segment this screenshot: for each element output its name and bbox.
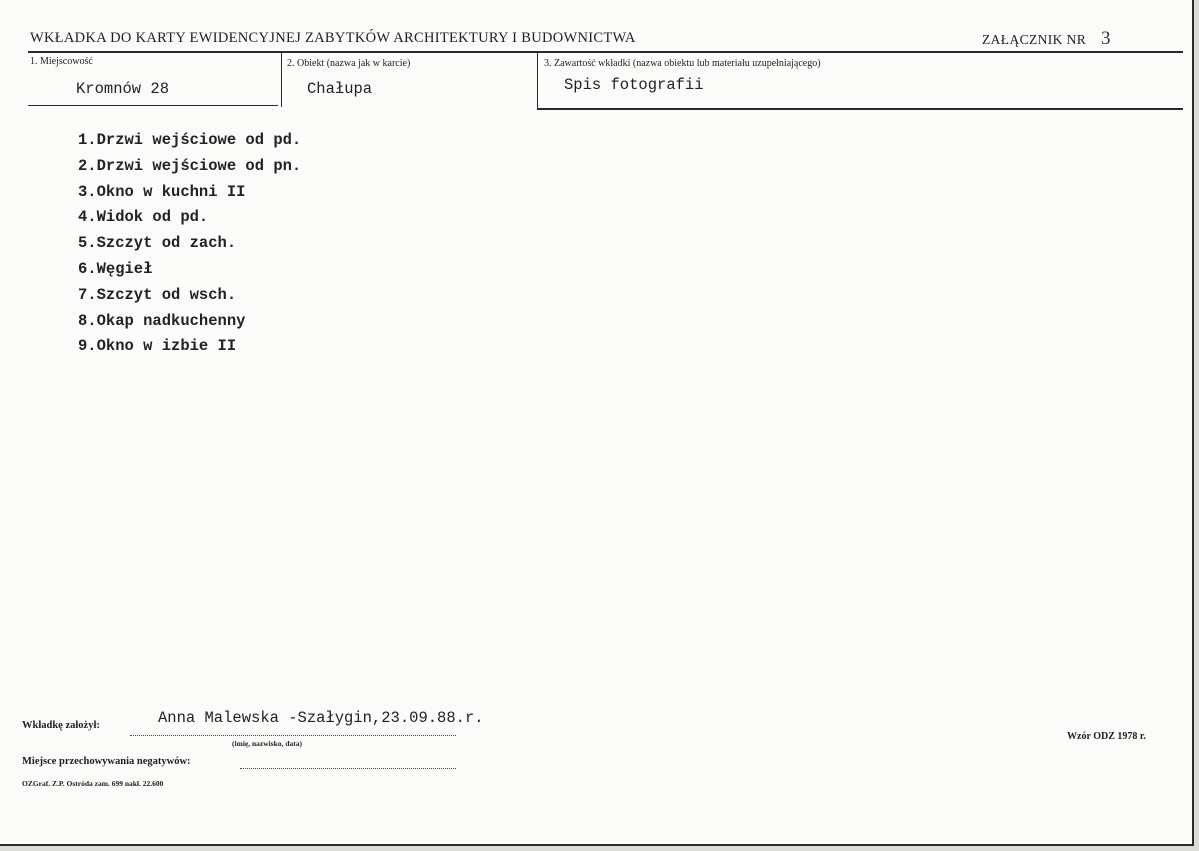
list-item: 9.Okno w izbie II (78, 337, 237, 356)
field-divider-2 (537, 52, 538, 109)
field-divider-1 (281, 52, 282, 107)
list-item: 4.Widok od pd. (78, 208, 209, 227)
list-item: 7.Szczyt od wsch. (78, 285, 237, 304)
negatives-storage-line (240, 768, 456, 769)
compiled-by-value: Anna Malewska -Szałygin,23.09.88.r. (158, 709, 484, 727)
locality-label: 1. Miejscowość (30, 56, 93, 67)
template-note: Wzór ODZ 1978 r. (1067, 731, 1146, 742)
header-top-rule (28, 51, 1183, 53)
locality-value: Kromnów 28 (76, 80, 170, 98)
compiled-by-label: Wkładkę założył: (22, 720, 100, 731)
form-title: WKŁADKA DO KARTY EWIDENCYJNEJ ZABYTKÓW ARCHITEKTURY I BUDOWNICTWA (30, 30, 636, 46)
list-item: 3.Okno w kuchni II (78, 182, 246, 201)
content-value: Spis fotografii (564, 76, 704, 94)
content-label: 3. Zawartość wkładki (nazwa obiektu lub materiału uzupełniającego) (544, 58, 821, 69)
list-item: 2.Drzwi wejściowe od pn. (78, 156, 302, 175)
photo-list (78, 128, 301, 360)
header-bottom-rule-left (28, 105, 278, 106)
list-item: 5.Szczyt od zach. (78, 234, 237, 253)
compiled-by-line (130, 735, 456, 736)
list-item: 6.Węgieł (78, 259, 153, 278)
object-value: Chałupa (307, 80, 373, 98)
compiled-by-hint: (imię, nazwisko, data) (232, 739, 302, 748)
attachment-label: ZAŁĄCZNIK NR (982, 32, 1087, 47)
negatives-storage-label: Miejsce przechowywania negatywów: (22, 756, 191, 767)
list-item: 8.Okap nadkuchenny (78, 311, 246, 330)
object-label: 2. Obiekt (nazwa jak w karcie) (287, 58, 411, 69)
header-bottom-rule-right (537, 108, 1183, 110)
printer-note: OZGraf. Z.P. Ostróda zam. 699 nakł. 22.600 (22, 779, 164, 788)
list-item: 1.Drzwi wejściowe od pd. (78, 131, 302, 149)
attachment-number: 3 (1101, 28, 1111, 49)
